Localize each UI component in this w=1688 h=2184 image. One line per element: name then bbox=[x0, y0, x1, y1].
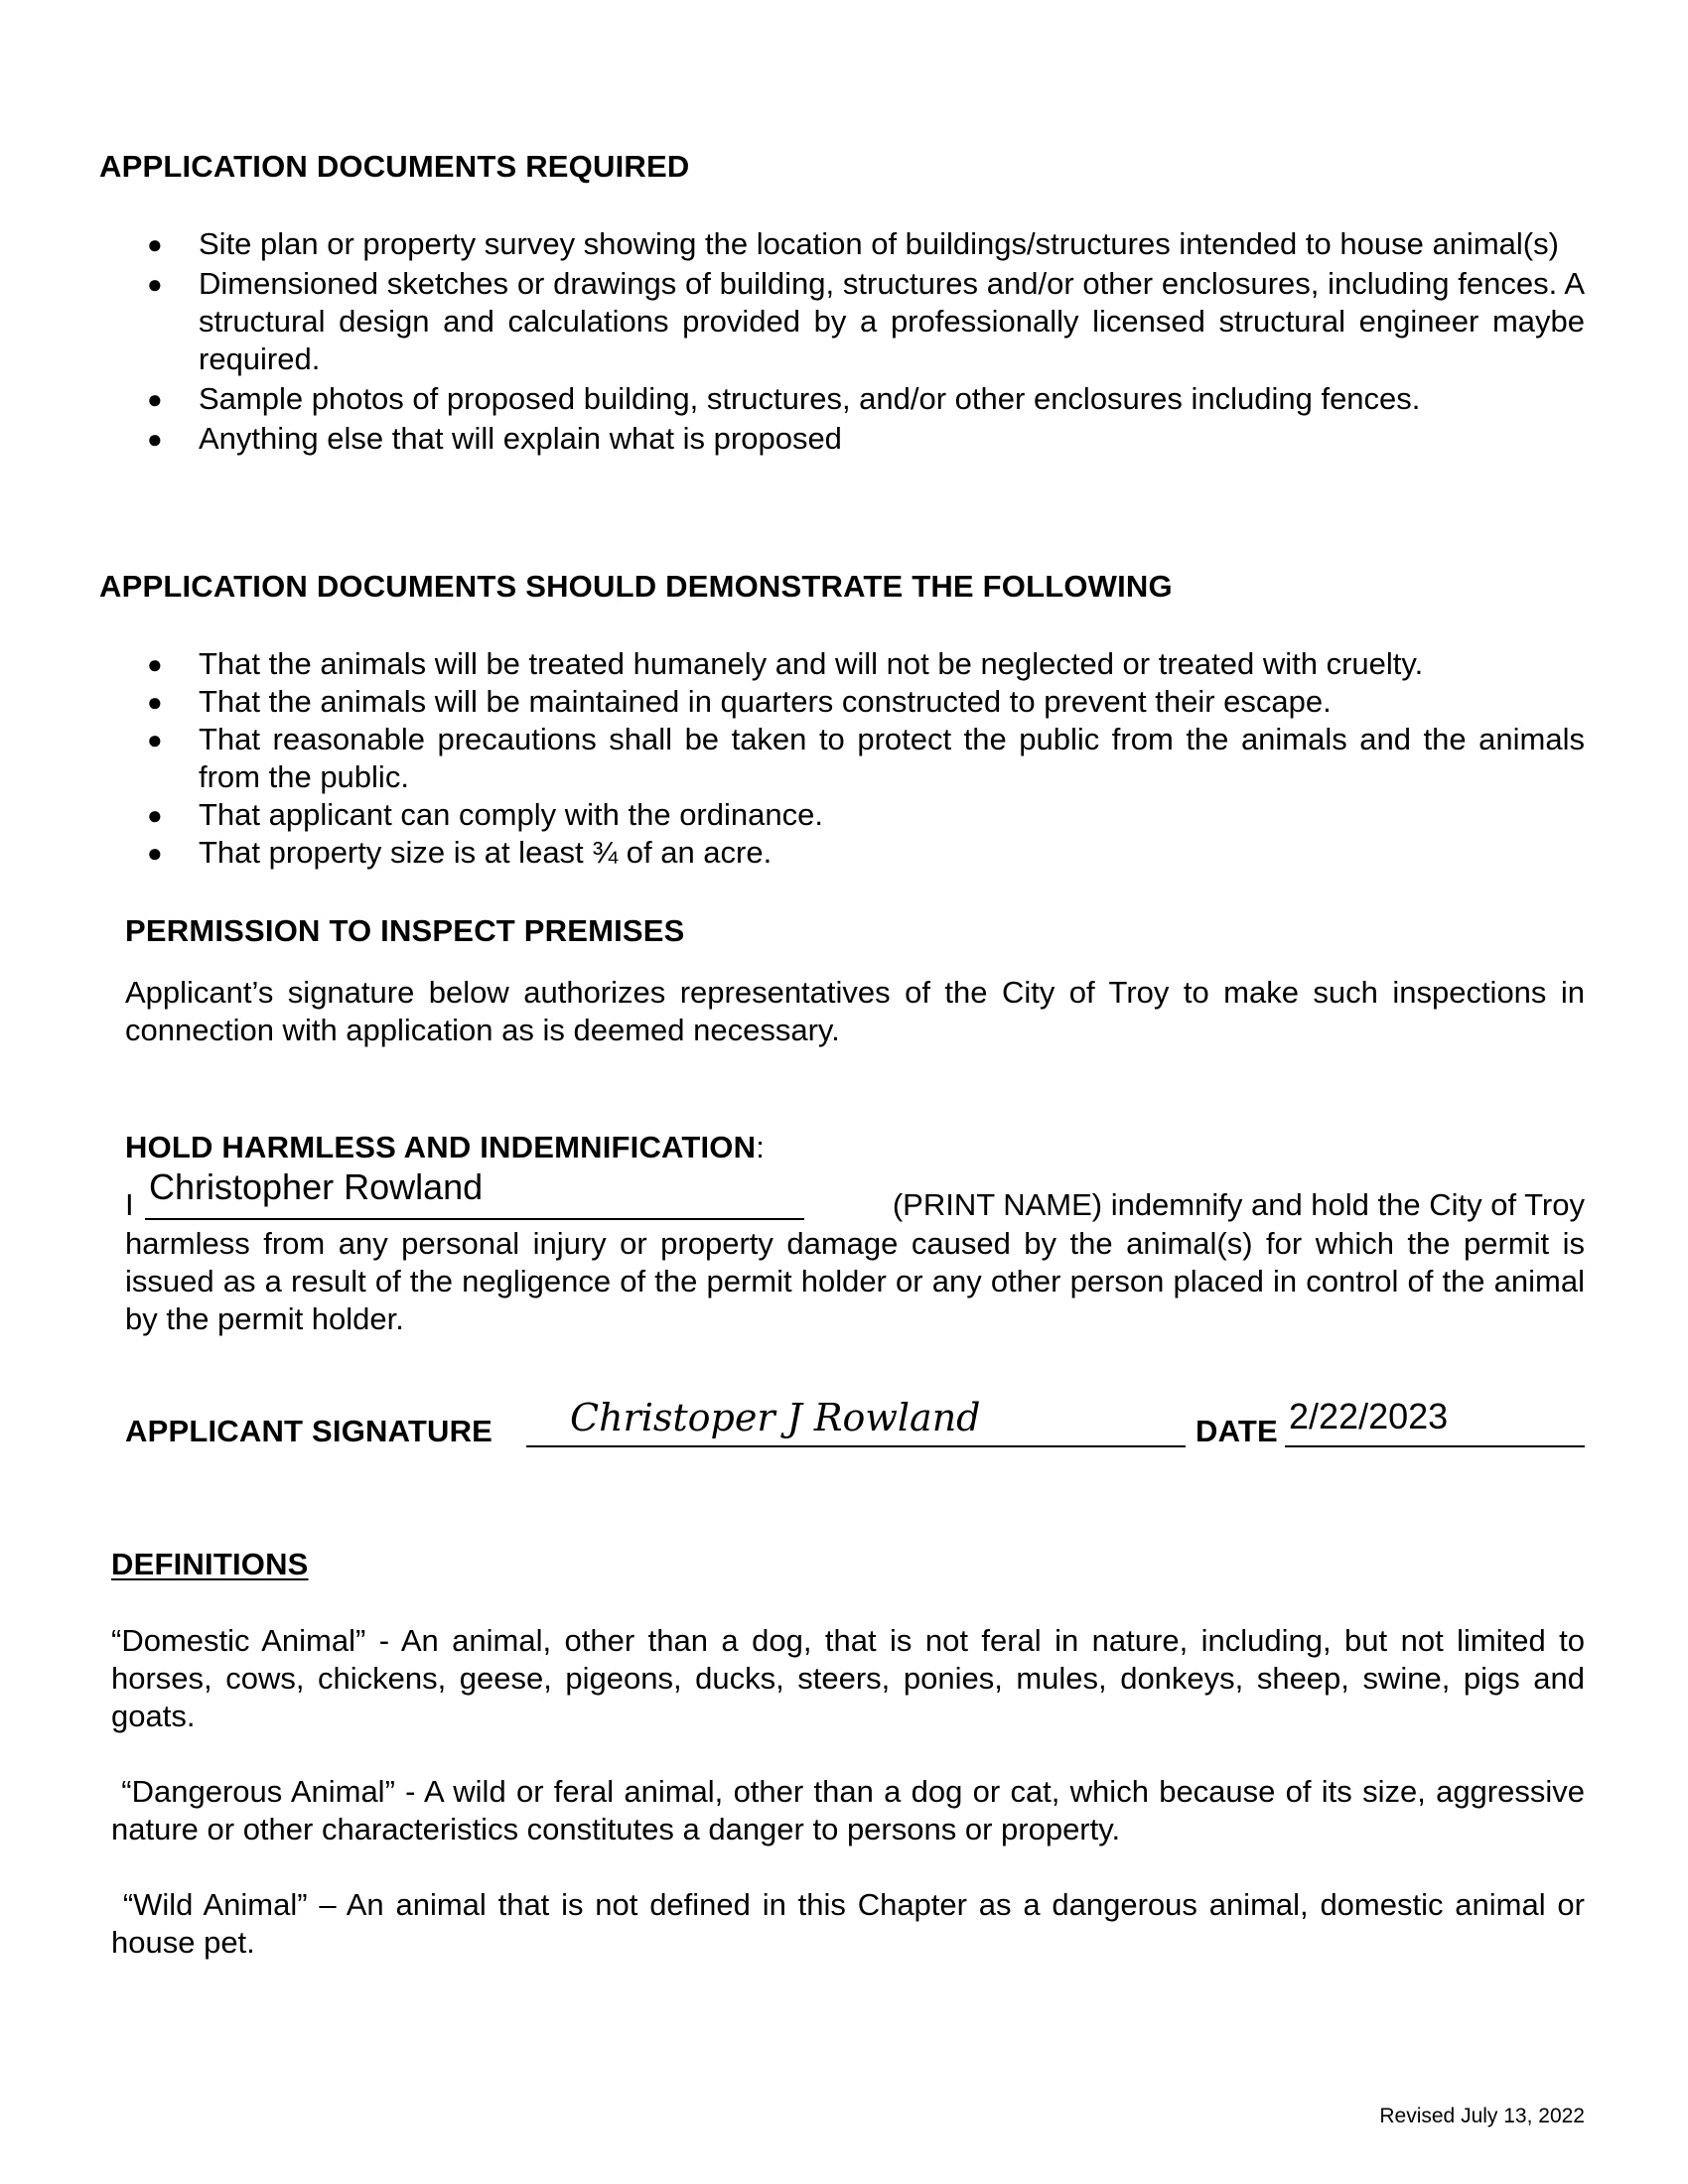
definition-dangerous-animal: “Dangerous Animal” - A wild or feral animal, other than a dog or cat, which because of its size, aggressive nature or other characteristics constitutes a danger to persons or property. bbox=[111, 1774, 1594, 1846]
bullet-icon: ● bbox=[147, 229, 163, 259]
definition-domestic-animal: “Domestic Animal” - An animal, other than a dog, that is not feral in nature, including, but not limited to horses, cows, chickens, geese, pigeons, ducks, steers, ponies, mules, donkeys, sheep, swine, pigs and goats. bbox=[111, 1623, 1585, 1733]
list-item: ● That property size is at least ¾ of an acre. bbox=[147, 835, 773, 870]
list-item: ● Anything else that will explain what is proposed bbox=[147, 421, 842, 456]
date-line bbox=[1285, 1445, 1585, 1447]
applicant-signature-field[interactable]: Christoper J Rowland bbox=[570, 1396, 981, 1439]
date-field[interactable]: 2/22/2023 bbox=[1289, 1396, 1449, 1436]
bullet-icon: ● bbox=[147, 384, 163, 414]
bullet-icon: ● bbox=[147, 687, 163, 717]
section-heading-demonstrate: APPLICATION DOCUMENTS SHOULD DEMONSTRATE THE FOLLOWING bbox=[99, 569, 1173, 604]
list-item: ● That applicant can comply with the ordinance. bbox=[147, 797, 823, 832]
applicant-signature-label: APPLICANT SIGNATURE bbox=[125, 1414, 493, 1448]
print-name-suffix: (PRINT NAME) indemnify and hold the City of Troy bbox=[892, 1187, 1585, 1222]
hold-harmless-text: harmless from any personal injury or property damage caused by the animal(s) for which the permit is issued as a result of the negligence of the permit holder or any other person placed in control of the animal by the permit holder. bbox=[125, 1226, 1585, 1336]
print-name-field[interactable]: Christopher Rowland bbox=[149, 1166, 484, 1207]
bullet-icon: ● bbox=[147, 800, 163, 830]
list-item: ● Site plan or property survey showing the location of buildings/structures intended to house animal(s) bbox=[147, 226, 1559, 261]
list-item: ● Dimensioned sketches or drawings of building, structures and/or other enclosures, including fences. A structural design and calculations provided by a professionally licensed structural engineer maybe required. bbox=[147, 266, 1585, 376]
list-item: ● That reasonable precautions shall be taken to protect the public from the animals and the animals from the public. bbox=[147, 722, 1585, 794]
print-name-line bbox=[145, 1218, 804, 1220]
definition-wild-animal: “Wild Animal” – An animal that is not defined in this Chapter as a dangerous animal, domestic animal or house pet. bbox=[111, 1887, 1594, 1960]
section-heading-documents-required: APPLICATION DOCUMENTS REQUIRED bbox=[99, 149, 690, 184]
date-label: DATE bbox=[1196, 1414, 1278, 1448]
documents-required-list bbox=[147, 225, 1585, 458]
section-heading-permission: PERMISSION TO INSPECT PREMISES bbox=[125, 913, 685, 948]
bullet-icon: ● bbox=[147, 649, 163, 679]
section-heading-hold-harmless: HOLD HARMLESS AND INDEMNIFICATION: bbox=[125, 1130, 766, 1164]
demonstrate-list bbox=[147, 645, 1585, 872]
print-name-prefix: I bbox=[125, 1187, 134, 1222]
bullet-icon: ● bbox=[147, 269, 163, 299]
list-item: ● That the animals will be maintained in quarters constructed to prevent their escape. bbox=[147, 684, 1332, 719]
list-item: ● That the animals will be treated humanely and will not be neglected or treated with cruelty. bbox=[147, 646, 1424, 681]
signature-line bbox=[526, 1445, 1186, 1447]
bullet-icon: ● bbox=[147, 725, 163, 754]
bullet-icon: ● bbox=[147, 838, 163, 868]
bullet-icon: ● bbox=[147, 424, 163, 454]
section-heading-definitions: DEFINITIONS bbox=[111, 1547, 309, 1581]
revised-date: Revised July 13, 2022 bbox=[1379, 2105, 1585, 2127]
list-item: ● Sample photos of proposed building, structures, and/or other enclosures including fences. bbox=[147, 381, 1421, 416]
permission-text: Applicant’s signature below authorizes representatives of the City of Troy to make such inspections in connection with application as is deemed necessary. bbox=[125, 975, 1585, 1047]
